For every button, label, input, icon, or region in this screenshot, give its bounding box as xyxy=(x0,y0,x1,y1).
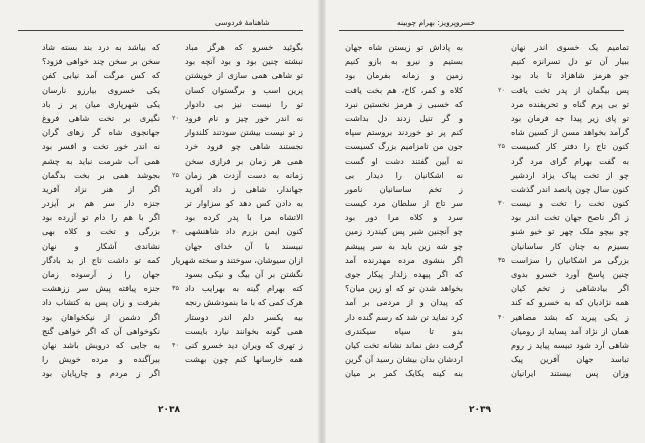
verse-line: نه اندر خور چیز و نام فرود xyxy=(185,112,303,123)
left-running-header: شاهنامهٔ فردوسی xyxy=(215,18,270,27)
verse-line: که کس مرگت آمد نیابی کفن xyxy=(42,70,160,81)
verse-line: سخن بر سخن چند خواهی فزود؟ xyxy=(42,56,160,67)
verse-line: کمه تو داشت تاج از بد بادگار xyxy=(42,254,160,265)
left-page-column-left xyxy=(42,40,160,381)
verse-line: تو را نیست نیز بی دادوار xyxy=(185,98,303,109)
verse-line: نگشتن بر آن بیگ و نیکی بسود xyxy=(185,269,303,279)
verse-line: تو بی پرم گناه و تحریفنده مرد xyxy=(511,98,629,109)
verse-line: جهانجوی شاه گر زهای گران xyxy=(42,127,160,138)
verse-line: به جایی که درویش باشد نهان xyxy=(42,339,160,350)
verse-line: اگر با هم را دام تو آزرده بود xyxy=(42,212,160,223)
verse-line: ز تخم ساسانیان نامور xyxy=(345,183,463,194)
verse-line: همان از نژاد آمد پساید از رومیان xyxy=(511,325,629,336)
verse-line: که خسبی ز هرمز نخستین نبرد xyxy=(345,98,463,109)
verse-line: اگر بیادشاهی ز تخم کیان xyxy=(511,283,629,294)
verse-line: نبیسند با آن خدای جهان xyxy=(185,240,303,251)
right-page-column-right xyxy=(511,40,629,381)
verse-line-number: ۲۵ xyxy=(172,170,179,179)
verse-line: کنون تخت را تخت و نیست xyxy=(511,198,629,209)
verse-line: اگر از هنر نزاد آفرید xyxy=(42,183,160,194)
verse-line: تمامیم یک خسوی اندر نهان xyxy=(511,42,629,52)
verse-line: اگر دشمن از نیکخواهان بود xyxy=(42,311,160,322)
verse-line: و گر تنیل زدند دل بداشت xyxy=(345,112,463,123)
verse-line-number: ۲۰ xyxy=(172,114,179,122)
left-page xyxy=(0,0,318,443)
verse-line: نه آیین گفتند دشت او گست xyxy=(345,155,463,166)
verse-line: به دادن کس دهد کو سزاوار تر xyxy=(185,198,303,209)
verse-line: گرفت دش نماند نشانه تخت کیان xyxy=(345,339,463,350)
verse-line: جهان را ز آرسوده زمان xyxy=(42,269,160,279)
verse-line: به گفت بهرام گرای مرد گرد xyxy=(511,155,629,166)
right-page-column-left xyxy=(345,40,463,381)
verse-line: جنزه دار سر هم بر آیزدر xyxy=(42,198,160,209)
verse-line: اگر ز مردم و چارپایان بود xyxy=(42,368,160,379)
verse-line: جهاندار، شاهی ز داد آفرید xyxy=(185,183,303,194)
verse-line: پس بیگمان از پدر تخت یافت xyxy=(511,84,629,95)
right-page-number: ۲۰۳۹ xyxy=(469,405,491,415)
verse-line: یکی خسروی بیارزو نارسان xyxy=(42,84,160,95)
verse-line: اردشان بدان بیشان رسید آن گرین xyxy=(345,354,463,365)
verse-line: همه نژادیان که به خسرو که کند xyxy=(511,297,629,308)
verse-line: نجستند شاهی چو فرود خرد xyxy=(185,141,303,152)
verse-line: همه خارسانها کنم چون بهشت xyxy=(185,354,303,365)
verse-line-number: ۲۰ xyxy=(498,85,505,94)
verse-line: بیه یکسر دلم اندر دوستار xyxy=(185,311,303,322)
verse-line: چو از تخت پیاک یزاد اردشیر xyxy=(511,169,629,180)
verse-line: نه اندر خور تخت و افسر بود xyxy=(42,141,160,152)
verse-line: چو بیچو ملک چهر تو خیو شنو xyxy=(511,226,629,237)
verse-line: نگیری بر تخت شاهی فروغ xyxy=(42,112,160,123)
verse-line: وزان پس بیستند ایرانیان xyxy=(511,368,629,379)
verse-line: تو پای زیر پیدا جه فرمان بود xyxy=(511,112,629,123)
verse-line: پرین اسب و برگستوان کسان xyxy=(185,84,303,95)
verse-line: تو شاهی همی سازی از خویشتن xyxy=(185,70,303,81)
verse-line: هرک کمی که با ما بنمودشش رنجه xyxy=(185,297,303,308)
book-gutter xyxy=(318,0,326,443)
verse-line: بستیم و نیرو به بازو کنیم xyxy=(345,56,463,67)
verse-line: همی هر زمان بر فرازی سخن xyxy=(185,155,303,166)
verse-line-number: ۴۰ xyxy=(498,312,505,321)
verse-line: زمین و زمانه بفرمان بود xyxy=(345,70,463,81)
verse-line: زمانه به دست آزدت هر زمان xyxy=(185,169,303,180)
verse-line: الاتشاه مرا با پدر کرده بود xyxy=(185,212,303,223)
verse-line: جون من تامزامیم بزرگ کسیست xyxy=(345,141,463,152)
verse-line-number: ۴۰ xyxy=(172,341,179,350)
verse-line: همی گونه بخوانند نیارد بایست xyxy=(185,325,303,336)
verse-line: بزرگی و تخت و کلاه بهی xyxy=(42,226,160,237)
verse-line: ببیار آن تو دل تسرانزه کنیم xyxy=(511,56,629,67)
left-header-rule xyxy=(18,30,303,31)
verse-line: بدو تا سپاه سیکندری xyxy=(345,325,463,336)
right-page xyxy=(327,0,645,443)
verse-line: که بیاشد به درد بند بسته شاد xyxy=(42,42,160,52)
verse-line-number: ۳۰ xyxy=(498,199,505,208)
verse-line: جو هرمز شاهزاد تا باد بود xyxy=(511,70,629,81)
verse-line: کلاه و کمر، کاخ، هم بخت یافت xyxy=(345,84,463,95)
verse-line-number: ۳۰ xyxy=(172,227,179,236)
verse-line: اگر بنشوی مرده مهدرنده آمد xyxy=(345,254,463,265)
left-page-number: ۲۰۳۸ xyxy=(158,405,180,415)
right-header-rule xyxy=(339,30,624,31)
verse-line: ز تهری که ویران دید خسرو کنی xyxy=(185,339,303,350)
verse-line: که اگر پیهده زلدار پیکار جوی xyxy=(345,269,463,279)
verse-line: چو آنچنین شیر پس کیندرد زمین xyxy=(345,226,463,237)
verse-line: بسیزم به چنان کار ساسانیان xyxy=(511,240,629,251)
verse-line: که پیدان و از مردمی بر آمد xyxy=(345,297,463,308)
right-running-header: خسروپرویز: بهرام چوبینه xyxy=(397,18,476,27)
verse-line: یکی شهرپاری میان پر ز باد xyxy=(42,98,160,109)
verse-line: چو شه زین باید به سر پییشم xyxy=(345,240,463,251)
verse-line: ز یکی پیرید که بشد مصاهیر xyxy=(511,311,629,322)
verse-line: نشاندی آشکار و نهان xyxy=(42,240,160,251)
verse-line: کته بهرام گینه به بهرایب داد xyxy=(185,283,303,294)
verse-line: کنم پر تو خوردند بروستم سپاه xyxy=(345,127,463,138)
verse-line: بخواهد شدن تو که او زین میان؟ xyxy=(345,283,463,294)
verse-line: بگوئید خسرو که هرگز مباد xyxy=(185,42,303,52)
verse-line: کنون تاج را دفتر کار کسیست xyxy=(511,141,629,152)
verse-line: چنین پاسخ آورد خسرو بدوی xyxy=(511,269,629,279)
verse-line: بیرآگنده و مرده خویش را xyxy=(42,354,160,365)
verse-line: سرد و کلاه مرا دور بود xyxy=(345,212,463,223)
verse-line-number: ۳۵ xyxy=(172,284,179,293)
verse-line: کرد نماید تن شد که رسم گنده دار xyxy=(345,311,463,322)
verse-line: سر تاج از سلطان مرد کیست xyxy=(345,198,463,209)
verse-line: نبشته چنین بود و بود آنچه بود xyxy=(185,56,303,67)
verse-line: نه اشکانیان را دیدار بی xyxy=(345,169,463,180)
verse-line: کنون ایمن بزرم داد شاهنشهی xyxy=(185,226,303,237)
verse-line: بفرفت و زان پس به کتشاب داد xyxy=(42,297,160,308)
verse-line: بجوشد همی بر بخت بدگمان xyxy=(42,169,160,180)
verse-line: گرآمد بخواهد مسن از کسین شاه xyxy=(511,127,629,138)
verse-line: تباسد جهان آفرین پیک xyxy=(511,354,629,365)
verse-line: بنه کینه یکایک کمر بر میان xyxy=(345,368,463,379)
verse-line: جنزه پیافته پیش سر ززهشت xyxy=(42,283,160,294)
verse-line: ز اگر ناصح جهان تخت اندر بود xyxy=(511,212,629,223)
verse-line: نکوخواهی آن که اگر خواهی گنج xyxy=(42,325,160,336)
verse-line: بزرگی مر اشکانیان را سزاست xyxy=(511,254,629,265)
verse-line: به پاداش تو زیستن شاه جهان xyxy=(345,42,463,52)
verse-line: ز تو نیست بیشتن سودتند کلندوار xyxy=(185,127,303,138)
verse-line: همی آب شرمت نباید به چشم xyxy=(42,155,160,166)
verse-line: ازان سیوشان، سوختند و سخته شهریار xyxy=(171,254,303,265)
verse-line: شاهی آرد شود تبیسه پیاید ز روم xyxy=(511,339,629,350)
verse-line-number: ۲۵ xyxy=(498,142,505,151)
verse-line-number: ۳۵ xyxy=(498,256,505,264)
verse-line: کنون سال چون پانصد اندر گذشت xyxy=(511,183,629,194)
